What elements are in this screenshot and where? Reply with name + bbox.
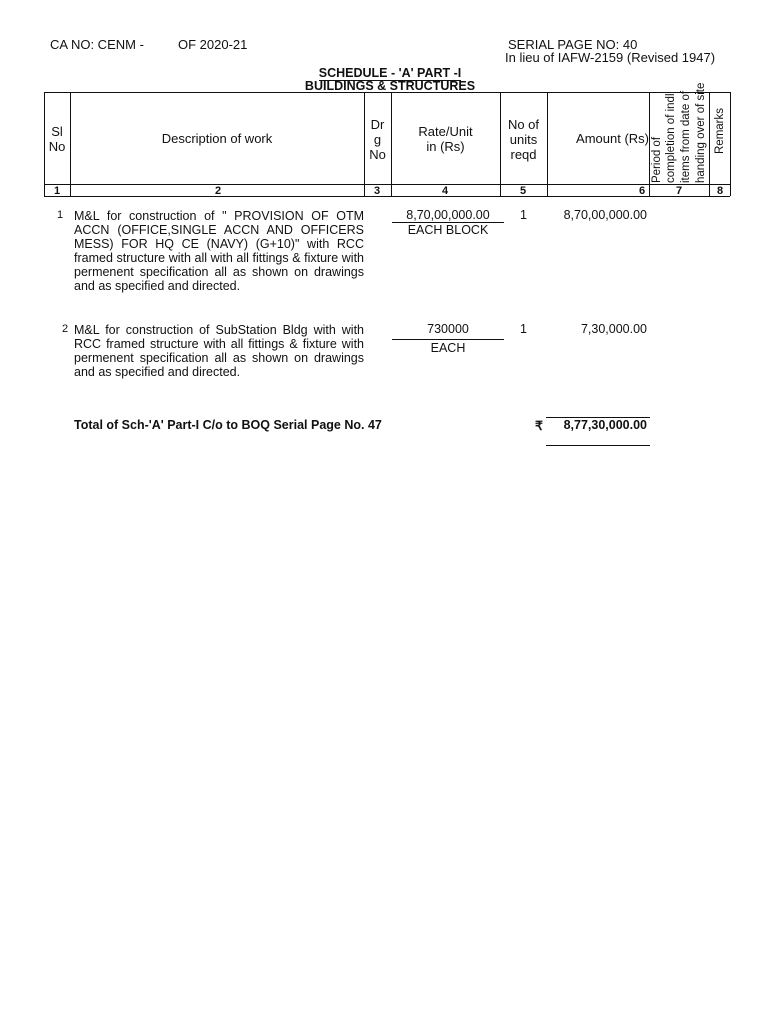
header-no-of-units <box>500 117 547 162</box>
table-header-divider <box>44 184 730 185</box>
col-number: 4 <box>442 185 449 197</box>
in-lieu-note: In lieu of IAFW-2159 (Revised 1947) <box>505 50 716 65</box>
item-serial: 1 <box>57 209 64 221</box>
total-label: Total of Sch-'A' Part-I C/o to BOQ Serial Page No. 47 <box>74 418 382 432</box>
schedule-title-line2: BUILDINGS & STRUCTURES <box>304 79 476 93</box>
ca-number: CA NO: CENM - <box>50 37 144 52</box>
item-rate: 730000 <box>427 322 469 336</box>
col-number: 1 <box>54 185 61 197</box>
col-number: 8 <box>717 185 724 197</box>
col-border <box>730 92 731 196</box>
header-drg-no-line1: Dr <box>370 117 385 132</box>
header-rate-unit-line1: Rate/Unit <box>418 124 473 139</box>
item-description: M&L for construction of SubStation Bldg with with RCC framed structure with all fittings & fixture with permenent specification all as shown on drawings and as specified and directed. <box>74 323 364 379</box>
header-rate-unit-line2: in (Rs) <box>426 139 465 154</box>
header-drg-no <box>364 117 391 162</box>
item-unit: EACH BLOCK <box>407 223 489 237</box>
item-unit: EACH <box>430 341 466 355</box>
col-number: 5 <box>520 185 527 197</box>
item-amount: 7,30,000.00 <box>580 322 647 336</box>
col-border <box>649 92 650 196</box>
header-sl-no-line2: No <box>48 139 66 154</box>
schedule-title-line1: SCHEDULE - 'A' PART -I <box>318 66 462 80</box>
header-amount: Amount (Rs) <box>576 131 649 146</box>
item-description: M&L for construction of " PROVISION OF OTM ACCN (OFFICE,SINGLE ACCN AND OFFICERS MESS) FOR HQ CE (NAVY) (G+10)" with RCC framed structure with all with all fittings & fixture with permenent specification all as shown on drawings and as specified and directed. <box>74 209 364 293</box>
table-bottom-border <box>44 196 730 197</box>
header-drg-no-line3: No <box>369 147 386 162</box>
contract-year: OF 2020-21 <box>178 37 248 52</box>
total-bottom-rule <box>546 445 650 446</box>
col-number: 7 <box>676 185 683 197</box>
item-rate: 8,70,00,000.00 <box>406 208 490 222</box>
total-amount: 8,77,30,000.00 <box>563 418 647 432</box>
rupee-symbol: ₹ <box>535 419 543 433</box>
col-border <box>709 92 710 196</box>
header-period-line1: Period of <box>651 136 663 183</box>
header-units-line3: reqd <box>510 147 537 162</box>
header-remarks: Remarks <box>714 107 726 154</box>
serial-page-number: SERIAL PAGE NO: 40 <box>508 37 638 52</box>
item-amount: 8,70,00,000.00 <box>563 208 647 222</box>
header-period-line2: completion of indl <box>665 93 677 183</box>
header-rate-unit <box>391 124 500 154</box>
col-number: 6 <box>639 185 646 197</box>
item-quantity: 1 <box>520 322 527 336</box>
header-units-line1: No of <box>507 117 540 132</box>
header-units-line2: units <box>509 132 538 147</box>
col-number: 3 <box>374 185 381 197</box>
schedule-subtitle <box>240 79 540 93</box>
header-sl-no <box>44 124 70 154</box>
rate-divider <box>392 339 504 340</box>
item-quantity: 1 <box>520 208 527 222</box>
header-description: Description of work <box>161 131 273 146</box>
header-sl-no-line1: Sl <box>51 124 63 139</box>
schedule-title <box>240 66 540 80</box>
table-top-border <box>44 92 730 93</box>
header-period-line3: items from date of <box>680 90 692 183</box>
item-serial: 2 <box>62 323 69 335</box>
header-period-line4: handing over of site <box>695 82 707 183</box>
col-number: 2 <box>215 185 222 197</box>
header-drg-no-line2: g <box>373 132 382 147</box>
